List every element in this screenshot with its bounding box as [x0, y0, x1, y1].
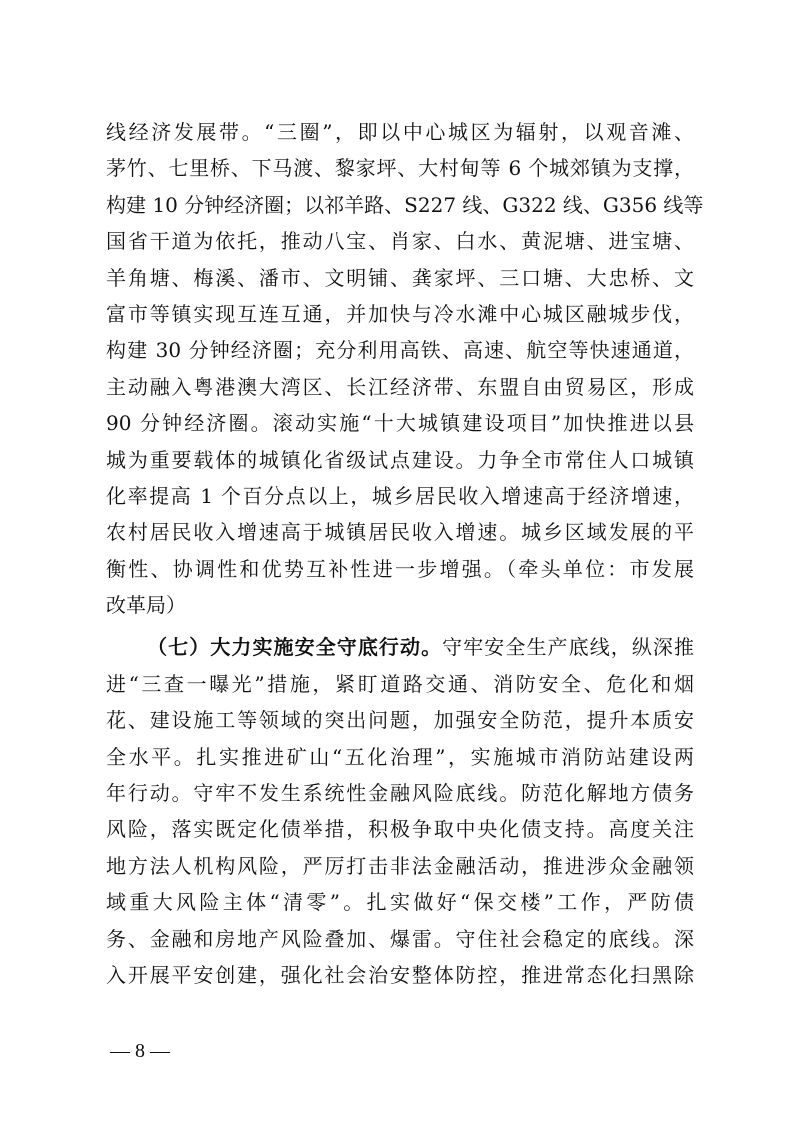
text-line: 农村居民收入增速高于城镇居民收入增速。城乡区域发展的平 [106, 520, 694, 545]
text-line: 花、建设施工等领域的突出问题，加强安全防范，提升本质安 [106, 708, 694, 733]
section-heading: （七）大力实施安全守底行动。 [146, 635, 443, 660]
text-line: 改革局） [106, 593, 186, 618]
text-line: 域重大风险主体“清零”。扎实做好“保交楼”工作，严防债 [106, 890, 694, 915]
text-line: 进“三查一曝光”措施，紧盯道路交通、消防安全、危化和烟 [106, 671, 694, 696]
paragraph-1 [106, 114, 704, 623]
text-line-with-heading [106, 629, 694, 665]
text-line: 构建 10 分钟经济圈；以祁羊路、S227 线、G322 线、G356 线等 [106, 192, 704, 217]
text-line: 茅竹、七里桥、下马渡、黎家坪、大村甸等 6 个城郊镇为支撑， [106, 156, 694, 181]
text-fragment: 守牢安全生产底线，纵深推 [442, 635, 695, 660]
text-line: 衡性、协调性和优势互补性进一步增强。（牵头单位：市发展 [106, 556, 694, 581]
text-line: 务、金融和房地产风险叠加、爆雷。守住社会稳定的底线。深 [106, 926, 694, 951]
text-line: 线经济发展带。“三圈”，即以中心城区为辐射，以观音滩、 [106, 120, 694, 144]
text-line: 入开展平安创建，强化社会治安整体防控，推进常态化扫黑除 [106, 962, 694, 987]
text-line: 羊角塘、梅溪、潘市、文明铺、龚家坪、三口塘、大忠桥、文 [106, 265, 694, 290]
paragraph-2 [106, 629, 694, 993]
page-number: — 8 — [110, 1040, 170, 1062]
text-line: 构建 30 分钟经济圈；充分利用高铁、高速、航空等快速通道， [106, 338, 694, 363]
text-line: 地方法人机构风险，严厉打击非法金融活动，推进涉众金融领 [106, 853, 694, 878]
text-line: 90 分钟经济圈。滚动实施“十大城镇建设项目”加快推进以县 [106, 411, 694, 436]
text-line: 富市等镇实现互连互通，并加快与冷水滩中心城区融城步伐， [106, 301, 694, 326]
text-line: 年行动。守牢不发生系统性金融风险底线。防范化解地方债务 [106, 781, 694, 806]
document-body [106, 114, 704, 993]
text-line: 化率提高 1 个百分点以上，城乡居民收入增速高于经济增速， [106, 483, 694, 508]
text-line: 风险，落实既定化债举措，积极争取中央化债支持。高度关注 [106, 817, 694, 842]
text-line: 全水平。扎实推进矿山“五化治理”，实施城市消防站建设两 [106, 744, 694, 769]
text-line: 主动融入粤港澳大湾区、长江经济带、东盟自由贸易区，形成 [106, 374, 694, 399]
text-line: 城为重要载体的城镇化省级试点建设。力争全市常住人口城镇 [106, 447, 694, 472]
text-line: 国省干道为依托，推动八宝、肖家、白水、黄泥塘、进宝塘、 [106, 229, 694, 254]
